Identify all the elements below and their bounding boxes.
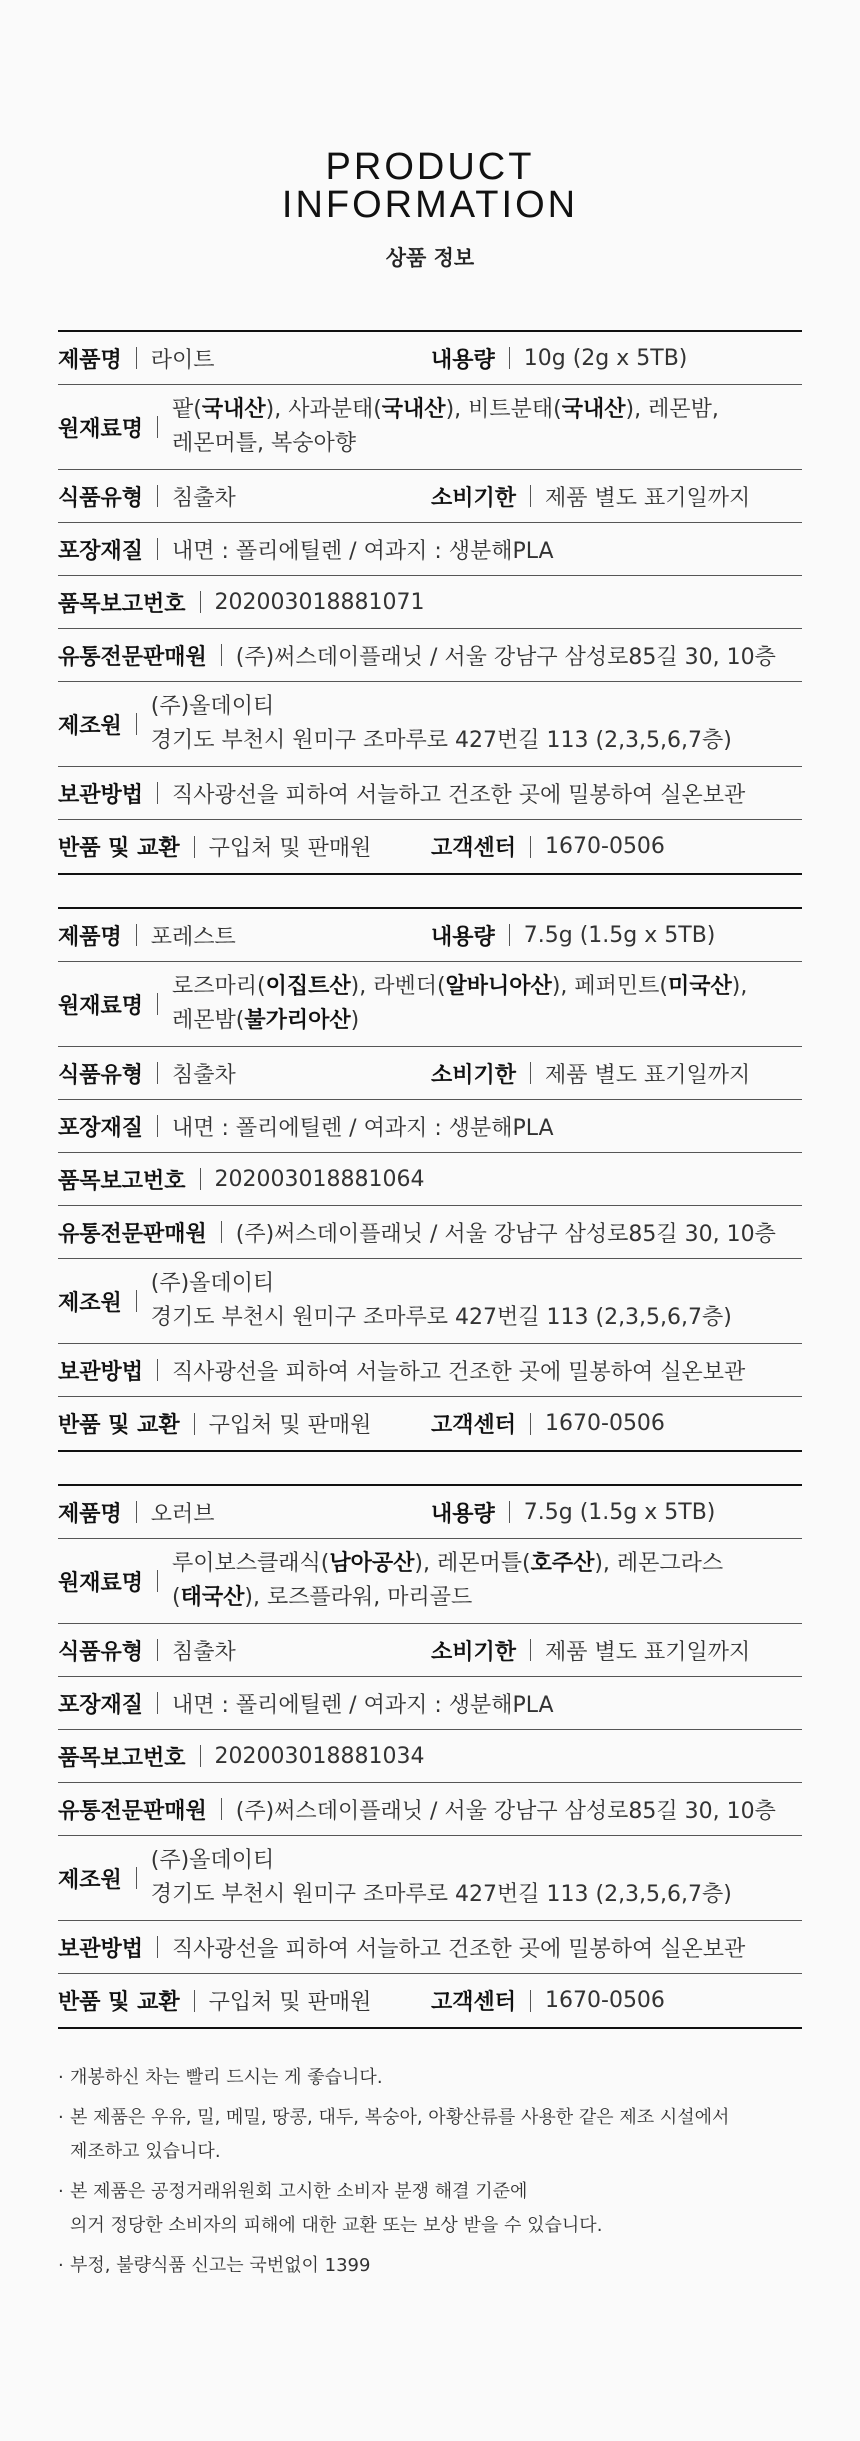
table-row <box>58 1974 802 2027</box>
bullet-dot: · <box>58 2107 64 2128</box>
exchange-value: 구입처 및 판매원 <box>208 1413 372 1438</box>
ingredients-cell <box>58 1547 802 1615</box>
distributor-label: 유통전문판매원 <box>58 1221 207 1247</box>
table-row <box>58 1100 802 1153</box>
exchange-label: 반품 및 교환 <box>58 836 180 861</box>
ingredient-text: ), 사과분태( <box>265 397 382 422</box>
divider <box>136 1867 137 1889</box>
manufacturer-name: (주)올데이티 <box>150 694 275 719</box>
table-row <box>58 1153 802 1206</box>
report-number-cell <box>58 1164 802 1195</box>
table-row <box>58 820 802 873</box>
divider <box>200 1168 201 1190</box>
expiry-cell <box>431 1058 802 1089</box>
customer-center-value: 1670-0506 <box>545 834 665 859</box>
table-row <box>58 1344 802 1397</box>
divider <box>194 1990 195 2012</box>
notice-text: 부정, 불량식품 신고는 국번없이 1399 <box>70 2255 371 2276</box>
table-row <box>58 1206 802 1259</box>
storage-cell <box>58 778 802 809</box>
divider <box>530 1639 531 1661</box>
packaging-value: 내면 : 폴리에틸렌 / 여과지 : 생분해PLA <box>172 1115 554 1141</box>
product-name-cell <box>58 1497 431 1528</box>
notice-item <box>58 2061 802 2095</box>
divider <box>157 1570 158 1592</box>
ingredient-text: ), <box>731 974 748 999</box>
divider <box>136 713 137 735</box>
ingredient-text: 루이보스클래식( <box>172 1551 330 1576</box>
exchange-cell <box>58 1408 431 1439</box>
product-name-value: 오러브 <box>150 1501 215 1527</box>
report-number-value: 202003018881064 <box>214 1166 425 1192</box>
customer-center-label: 고객센터 <box>431 836 517 861</box>
divider <box>509 347 510 369</box>
page-header <box>0 0 860 272</box>
storage-cell <box>58 1932 802 1963</box>
exchange-cell <box>58 1985 431 2016</box>
table-row <box>58 1486 802 1539</box>
table-row <box>58 1836 802 1921</box>
table-row <box>58 1624 802 1677</box>
manufacturer-value <box>151 1844 732 1912</box>
expiry-value: 제품 별도 표기일까지 <box>545 1062 751 1088</box>
distributor-cell <box>58 1794 802 1825</box>
divider <box>530 1990 531 2012</box>
exchange-value: 구입처 및 판매원 <box>208 836 372 861</box>
divider <box>221 1221 222 1243</box>
storage-label: 보관방법 <box>58 1936 144 1962</box>
divider <box>157 416 158 438</box>
origin-text: 불가리아산 <box>244 1008 351 1033</box>
packaging-cell <box>58 1111 802 1142</box>
product-name-label: 제품명 <box>58 1501 122 1527</box>
origin-text: 남아공산 <box>329 1551 415 1576</box>
ingredients-label: 원재료명 <box>58 993 144 1019</box>
report-number-value: 202003018881034 <box>214 1743 425 1769</box>
origin-text: 태국산 <box>180 1585 245 1610</box>
table-row <box>58 1539 802 1624</box>
divider <box>157 1115 158 1137</box>
product-name-label: 제품명 <box>58 347 122 373</box>
expiry-value: 제품 별도 표기일까지 <box>545 485 751 511</box>
storage-value: 직사광선을 피하여 서늘하고 건조한 곳에 밀봉하여 실온보관 <box>172 1936 746 1962</box>
food-type-cell <box>58 481 431 512</box>
storage-label: 보관방법 <box>58 782 144 808</box>
report-number-label: 품목보고번호 <box>58 1745 186 1771</box>
food-type-label: 식품유형 <box>58 1062 144 1088</box>
packaging-value: 내면 : 폴리에틸렌 / 여과지 : 생분해PLA <box>172 538 554 564</box>
page-title <box>0 148 860 224</box>
table-row <box>58 1783 802 1836</box>
ingredients-value <box>172 970 747 1038</box>
report-number-cell <box>58 1741 802 1772</box>
customer-center-cell <box>431 1985 802 2016</box>
ingredients-value <box>172 393 719 461</box>
table-row <box>58 470 802 523</box>
ingredient-text: ), 비트분태( <box>445 397 562 422</box>
expiry-cell <box>431 1635 802 1666</box>
table-row <box>58 1921 802 1974</box>
packaging-label: 포장재질 <box>58 538 144 564</box>
notice-list <box>58 2061 802 2283</box>
product-tables <box>58 330 802 2029</box>
customer-center-label: 고객센터 <box>431 1413 517 1438</box>
ingredient-text: ), 레몬그라스 <box>594 1551 724 1576</box>
ingredient-text: ), 레몬밤, <box>625 397 719 422</box>
volume-cell <box>431 343 802 374</box>
table-row <box>58 1259 802 1344</box>
divider <box>157 782 158 804</box>
notice-item <box>58 2175 802 2243</box>
table-row <box>58 629 802 682</box>
origin-text: 미국산 <box>667 974 732 999</box>
storage-value: 직사광선을 피하여 서늘하고 건조한 곳에 밀봉하여 실온보관 <box>172 782 746 808</box>
table-row <box>58 1677 802 1730</box>
manufacturer-name: (주)올데이티 <box>150 1271 275 1296</box>
product-table <box>58 330 802 875</box>
ingredients-label: 원재료명 <box>58 1570 144 1596</box>
table-row <box>58 909 802 962</box>
ingredient-text: ) <box>350 1008 360 1033</box>
customer-center-cell <box>431 831 802 862</box>
food-type-label: 식품유형 <box>58 1639 144 1665</box>
expiry-label: 소비기한 <box>431 1062 517 1088</box>
packaging-label: 포장재질 <box>58 1115 144 1141</box>
packaging-cell <box>58 534 802 565</box>
manufacturer-name: (주)올데이티 <box>150 1848 275 1873</box>
volume-label: 내용량 <box>431 1501 495 1527</box>
manufacturer-label: 제조원 <box>58 713 122 739</box>
divider <box>157 1359 158 1381</box>
divider <box>221 644 222 666</box>
manufacturer-address: 경기도 부천시 원미구 조마루로 427번길 113 (2,3,5,6,7층) <box>150 1305 732 1330</box>
table-row <box>58 767 802 820</box>
volume-value: 10g (2g x 5TB) <box>523 345 688 371</box>
ingredients-cell <box>58 393 802 461</box>
table-row <box>58 523 802 576</box>
divider <box>157 1692 158 1714</box>
volume-cell <box>431 920 802 951</box>
manufacturer-cell <box>58 1267 802 1335</box>
divider <box>200 1745 201 1767</box>
divider <box>194 836 195 858</box>
ingredient-text: ), 로즈플라워, 마리골드 <box>244 1585 473 1610</box>
manufacturer-cell <box>58 1844 802 1912</box>
divider <box>136 1501 137 1523</box>
distributor-cell <box>58 1217 802 1248</box>
ingredient-text: ( <box>172 1585 181 1610</box>
food-type-value: 침출차 <box>172 1639 236 1665</box>
notice-text: 본 제품은 공정거래위원회 고시한 소비자 분쟁 해결 기준에 의거 정당한 소비자의 피해에 대한 교환 또는 보상 받을 수 있습니다. <box>70 2181 603 2236</box>
divider <box>200 591 201 613</box>
page-subtitle: 상품 정보 <box>385 246 475 270</box>
divider <box>530 485 531 507</box>
customer-center-cell <box>431 1408 802 1439</box>
ingredient-text: ), 레몬머틀( <box>414 1551 531 1576</box>
storage-cell <box>58 1355 802 1386</box>
divider <box>221 1798 222 1820</box>
exchange-label: 반품 및 교환 <box>58 1413 180 1438</box>
report-number-label: 품목보고번호 <box>58 591 186 617</box>
divider <box>194 1413 195 1435</box>
divider <box>530 1062 531 1084</box>
manufacturer-value <box>151 1267 732 1335</box>
ingredient-text: 로즈마리( <box>172 974 266 999</box>
expiry-value: 제품 별도 표기일까지 <box>545 1639 751 1665</box>
bullet-dot: · <box>58 2067 64 2088</box>
packaging-value: 내면 : 폴리에틸렌 / 여과지 : 생분해PLA <box>172 1692 554 1718</box>
divider <box>136 347 137 369</box>
table-row <box>58 682 802 767</box>
manufacturer-label: 제조원 <box>58 1867 122 1893</box>
product-name-cell <box>58 920 431 951</box>
exchange-label: 반품 및 교환 <box>58 1990 180 2015</box>
divider <box>157 1062 158 1084</box>
report-number-value: 202003018881071 <box>214 589 425 615</box>
packaging-cell <box>58 1688 802 1719</box>
expiry-cell <box>431 481 802 512</box>
ingredients-value <box>172 1547 723 1615</box>
manufacturer-address: 경기도 부천시 원미구 조마루로 427번길 113 (2,3,5,6,7층) <box>150 1882 732 1907</box>
ingredient-text: 레몬머틀, 복숭아향 <box>172 431 357 456</box>
bullet-dot: · <box>58 2255 64 2276</box>
table-row <box>58 576 802 629</box>
ingredient-text: 팥( <box>172 397 202 422</box>
food-type-cell <box>58 1058 431 1089</box>
table-row <box>58 332 802 385</box>
product-name-cell <box>58 343 431 374</box>
expiry-label: 소비기한 <box>431 1639 517 1665</box>
product-name-value: 포레스트 <box>150 924 236 950</box>
exchange-value: 구입처 및 판매원 <box>208 1990 372 2015</box>
origin-text: 이집트산 <box>265 974 351 999</box>
food-type-value: 침출차 <box>172 1062 236 1088</box>
manufacturer-value <box>151 690 732 758</box>
product-name-label: 제품명 <box>58 924 122 950</box>
bullet-dot: · <box>58 2181 64 2202</box>
ingredients-cell <box>58 970 802 1038</box>
storage-value: 직사광선을 피하여 서늘하고 건조한 곳에 밀봉하여 실온보관 <box>172 1359 746 1385</box>
product-name-value: 라이트 <box>150 347 215 373</box>
divider <box>530 1413 531 1435</box>
product-table <box>58 1484 802 2029</box>
distributor-value: (주)써스데이플래닛 / 서울 강남구 삼성로85길 30, 10층 <box>235 1798 776 1824</box>
divider <box>530 836 531 858</box>
ingredient-text: ), 페퍼민트( <box>551 974 668 999</box>
volume-label: 내용량 <box>431 924 495 950</box>
notice-item <box>58 2101 802 2169</box>
volume-value: 7.5g (1.5g x 5TB) <box>523 1499 716 1525</box>
divider <box>136 1290 137 1312</box>
distributor-label: 유통전문판매원 <box>58 1798 207 1824</box>
table-row <box>58 1730 802 1783</box>
table-row <box>58 385 802 470</box>
origin-text: 호주산 <box>530 1551 595 1576</box>
packaging-label: 포장재질 <box>58 1692 144 1718</box>
manufacturer-address: 경기도 부천시 원미구 조마루로 427번길 113 (2,3,5,6,7층) <box>150 728 732 753</box>
food-type-value: 침출차 <box>172 485 236 511</box>
customer-center-value: 1670-0506 <box>545 1411 665 1436</box>
table-row <box>58 1047 802 1100</box>
divider <box>136 924 137 946</box>
divider <box>509 1501 510 1523</box>
volume-value: 7.5g (1.5g x 5TB) <box>523 922 716 948</box>
distributor-value: (주)써스데이플래닛 / 서울 강남구 삼성로85길 30, 10층 <box>235 1221 776 1247</box>
table-row <box>58 1397 802 1450</box>
divider <box>157 485 158 507</box>
customer-center-value: 1670-0506 <box>545 1988 665 2013</box>
ingredient-text: 레몬밤( <box>172 1008 245 1033</box>
table-row <box>58 962 802 1047</box>
manufacturer-label: 제조원 <box>58 1290 122 1316</box>
report-number-cell <box>58 587 802 618</box>
report-number-label: 품목보고번호 <box>58 1168 186 1194</box>
distributor-value: (주)써스데이플래닛 / 서울 강남구 삼성로85길 30, 10층 <box>235 644 776 670</box>
origin-text: 알바니아산 <box>445 974 552 999</box>
notice-text: 개봉하신 차는 빨리 드시는 게 좋습니다. <box>70 2067 383 2088</box>
food-type-cell <box>58 1635 431 1666</box>
expiry-label: 소비기한 <box>431 485 517 511</box>
customer-center-label: 고객센터 <box>431 1990 517 2015</box>
origin-text: 국내산 <box>561 397 626 422</box>
page-title-line1: PRODUCT <box>325 146 535 188</box>
exchange-cell <box>58 831 431 862</box>
manufacturer-cell <box>58 690 802 758</box>
volume-label: 내용량 <box>431 347 495 373</box>
volume-cell <box>431 1497 802 1528</box>
product-table <box>58 907 802 1452</box>
notice-text: 본 제품은 우유, 밀, 메밀, 땅콩, 대두, 복숭아, 아황산류를 사용한 같은 제조 시설에서 제조하고 있습니다. <box>70 2107 730 2162</box>
divider <box>157 1639 158 1661</box>
storage-label: 보관방법 <box>58 1359 144 1385</box>
food-type-label: 식품유형 <box>58 485 144 511</box>
origin-text: 국내산 <box>381 397 446 422</box>
page-title-line2: INFORMATION <box>281 184 579 226</box>
ingredient-text: ), 라벤더( <box>350 974 446 999</box>
distributor-cell <box>58 640 802 671</box>
divider <box>509 924 510 946</box>
distributor-label: 유통전문판매원 <box>58 644 207 670</box>
notice-item <box>58 2249 802 2283</box>
ingredients-label: 원재료명 <box>58 416 144 442</box>
origin-text: 국내산 <box>201 397 266 422</box>
divider <box>157 1936 158 1958</box>
divider <box>157 538 158 560</box>
divider <box>157 993 158 1015</box>
